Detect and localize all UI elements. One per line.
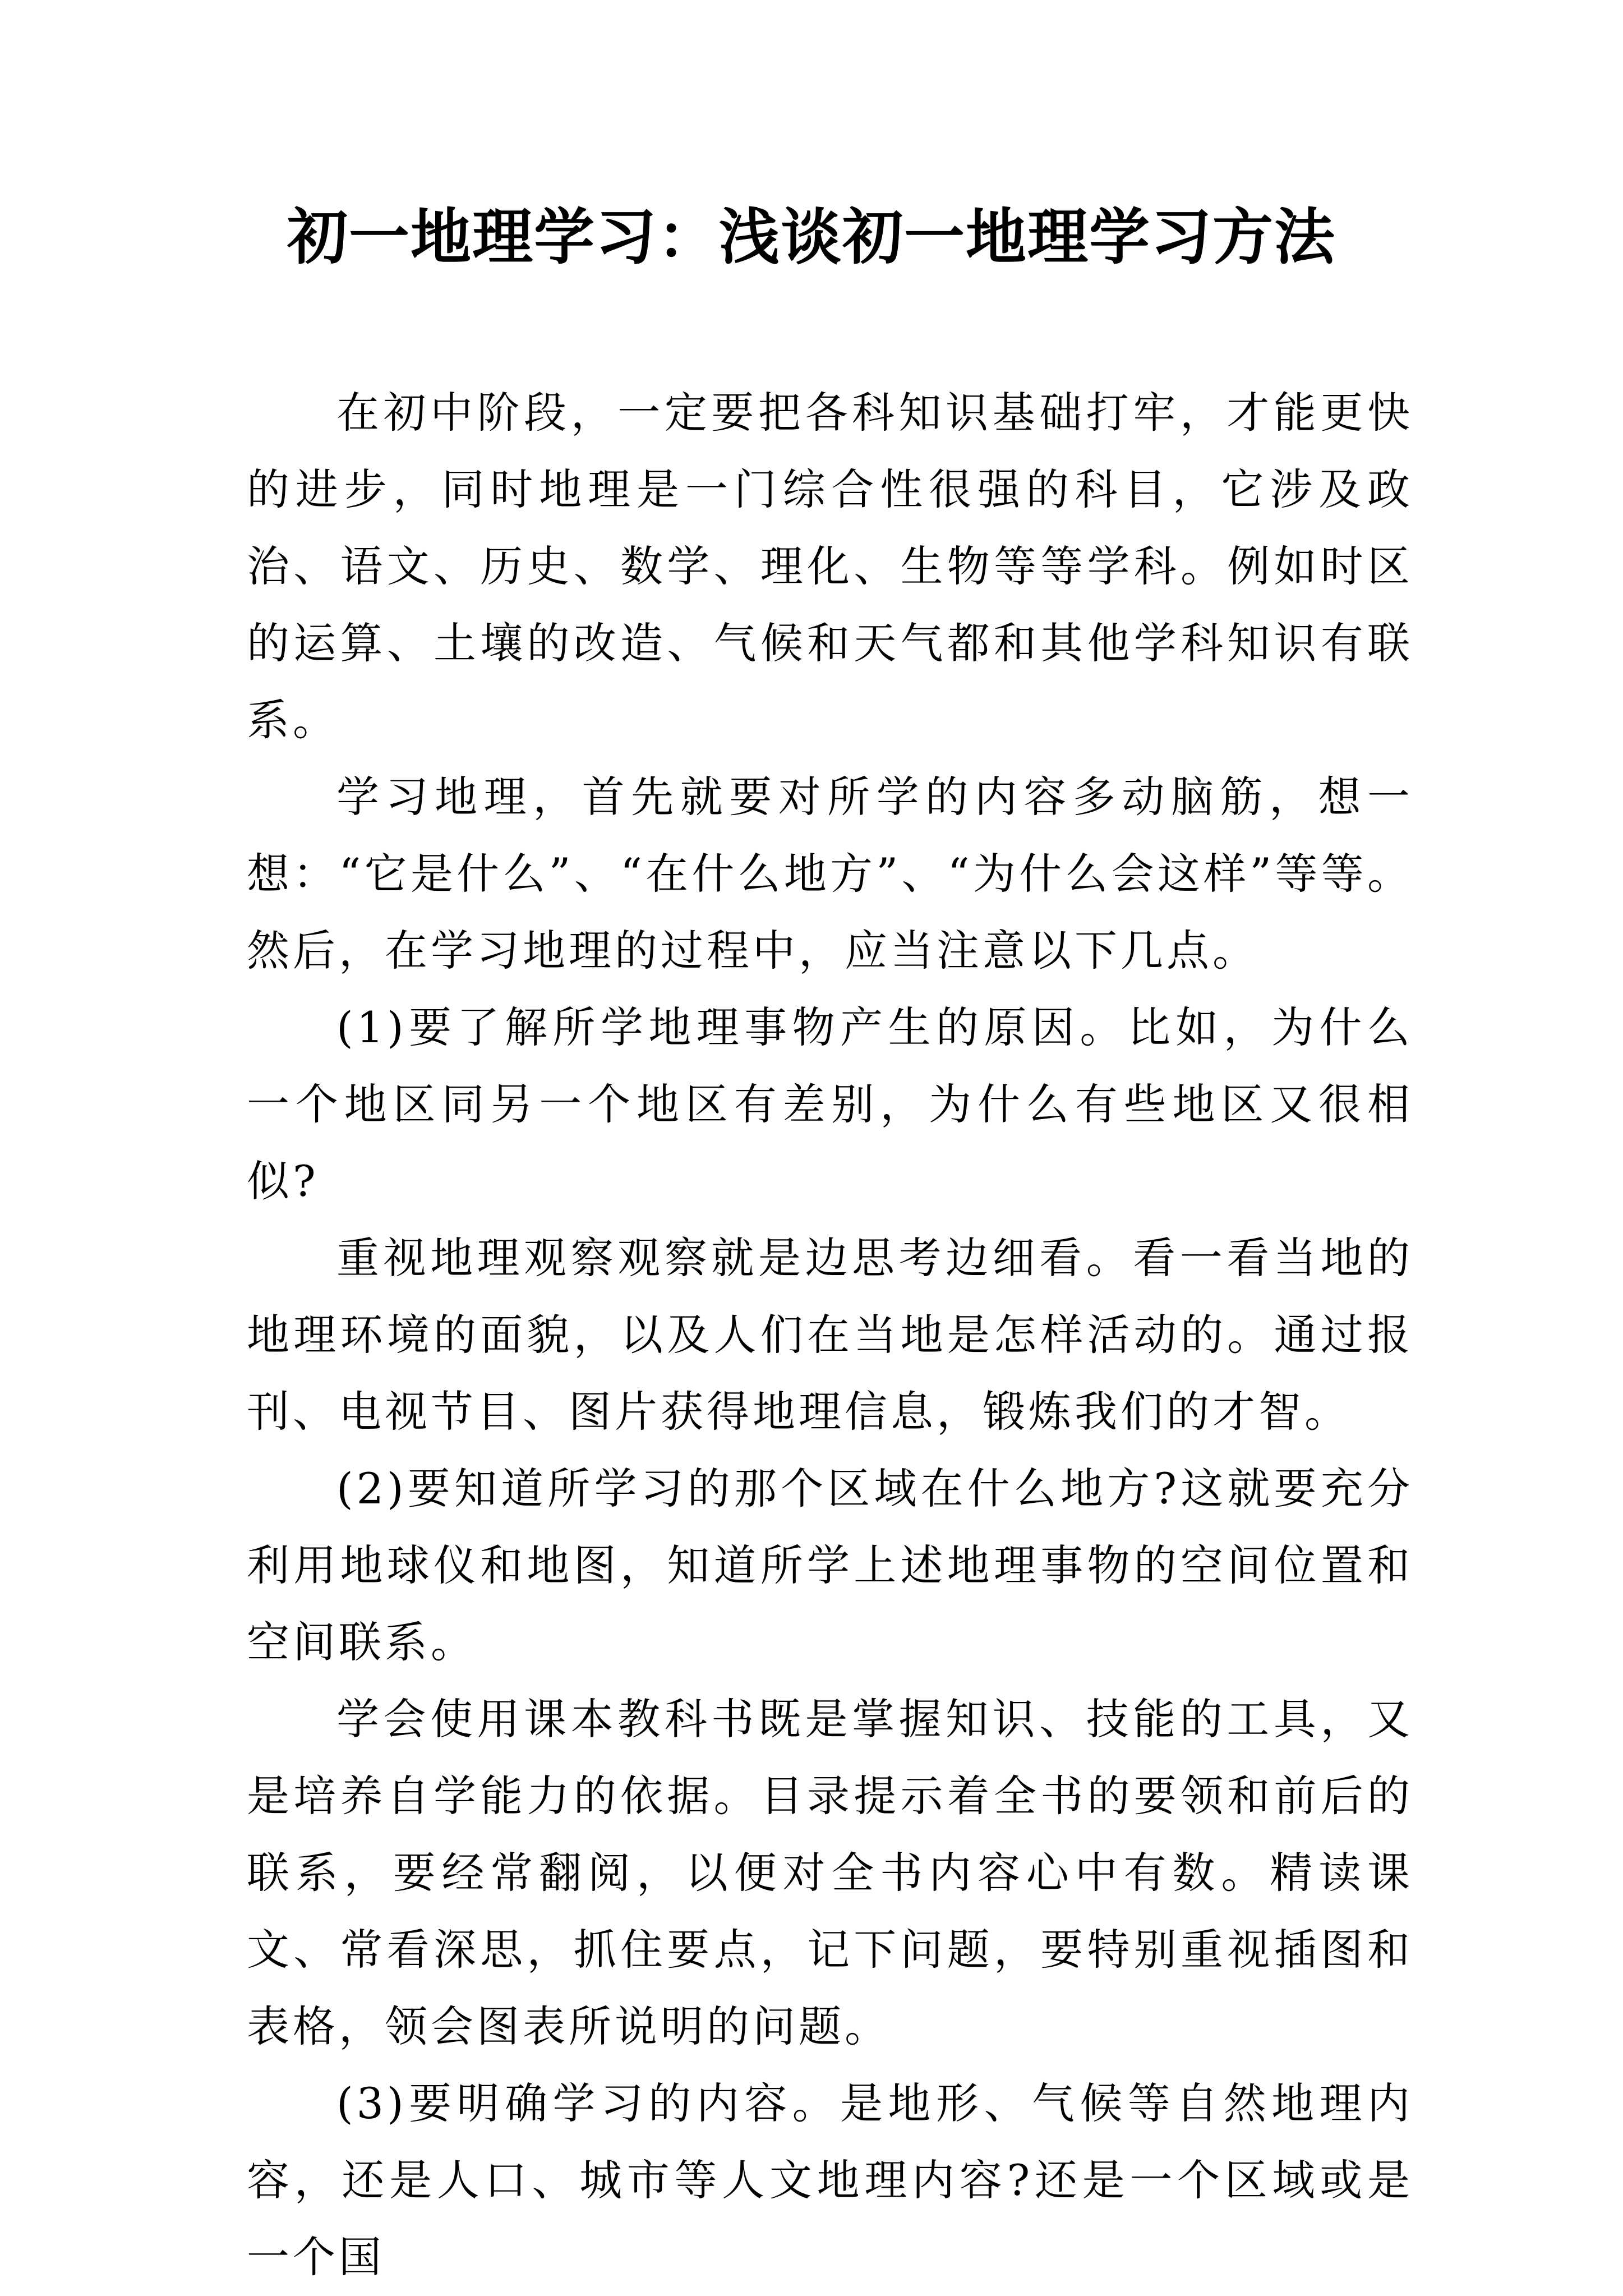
document-body — [247, 374, 1413, 2295]
document-title: 初一地理学习：浅谈初一地理学习方法 — [287, 202, 1336, 273]
paragraph: 重视地理观察观察就是边思考边细看。看一看当地的地理环境的面貌，以及人们在当地是怎样活动的。通过报刊、电视节目、图片获得地理信息，锻炼我们的才智。 — [247, 1233, 1413, 1437]
paragraph: (3)要明确学习的内容。是地形、气候等自然地理内容，还是人口、城市等人文地理内容?还是一个区域或是一个国 — [247, 2078, 1413, 2282]
paragraph: (2)要知道所学习的那个区域在什么地方?这就要充分利用地球仪和地图，知道所学上述地理事物的空间位置和空间联系。 — [247, 1464, 1413, 1667]
paragraph: (1)要了解所学地理事物产生的原因。比如，为什么一个地区同另一个地区有差别，为什么有些地区又很相似? — [247, 1002, 1413, 1206]
paragraph: 学会使用课本教科书既是掌握知识、技能的工具，又是培养自学能力的依据。目录提示着全书的要领和前后的联系，要经常翻阅，以便对全书内容心中有数。精读课文、常看深思，抓住要点，记下问题，要特别重视插图和表格，领会图表所说明的问题。 — [247, 1694, 1413, 2051]
paragraph: 学习地理，首先就要对所学的内容多动脑筋，想一想：“它是什么”、“在什么地方”、“为什么会这样”等等。然后，在学习地理的过程中，应当注意以下几点。 — [247, 772, 1413, 976]
paragraph: 在初中阶段，一定要把各科知识基础打牢，才能更快的进步，同时地理是一门综合性很强的科目，它涉及政治、语文、历史、数学、理化、生物等等学科。例如时区的运算、土壤的改造、气候和天气都和其他学科知识有联系。 — [247, 388, 1413, 745]
